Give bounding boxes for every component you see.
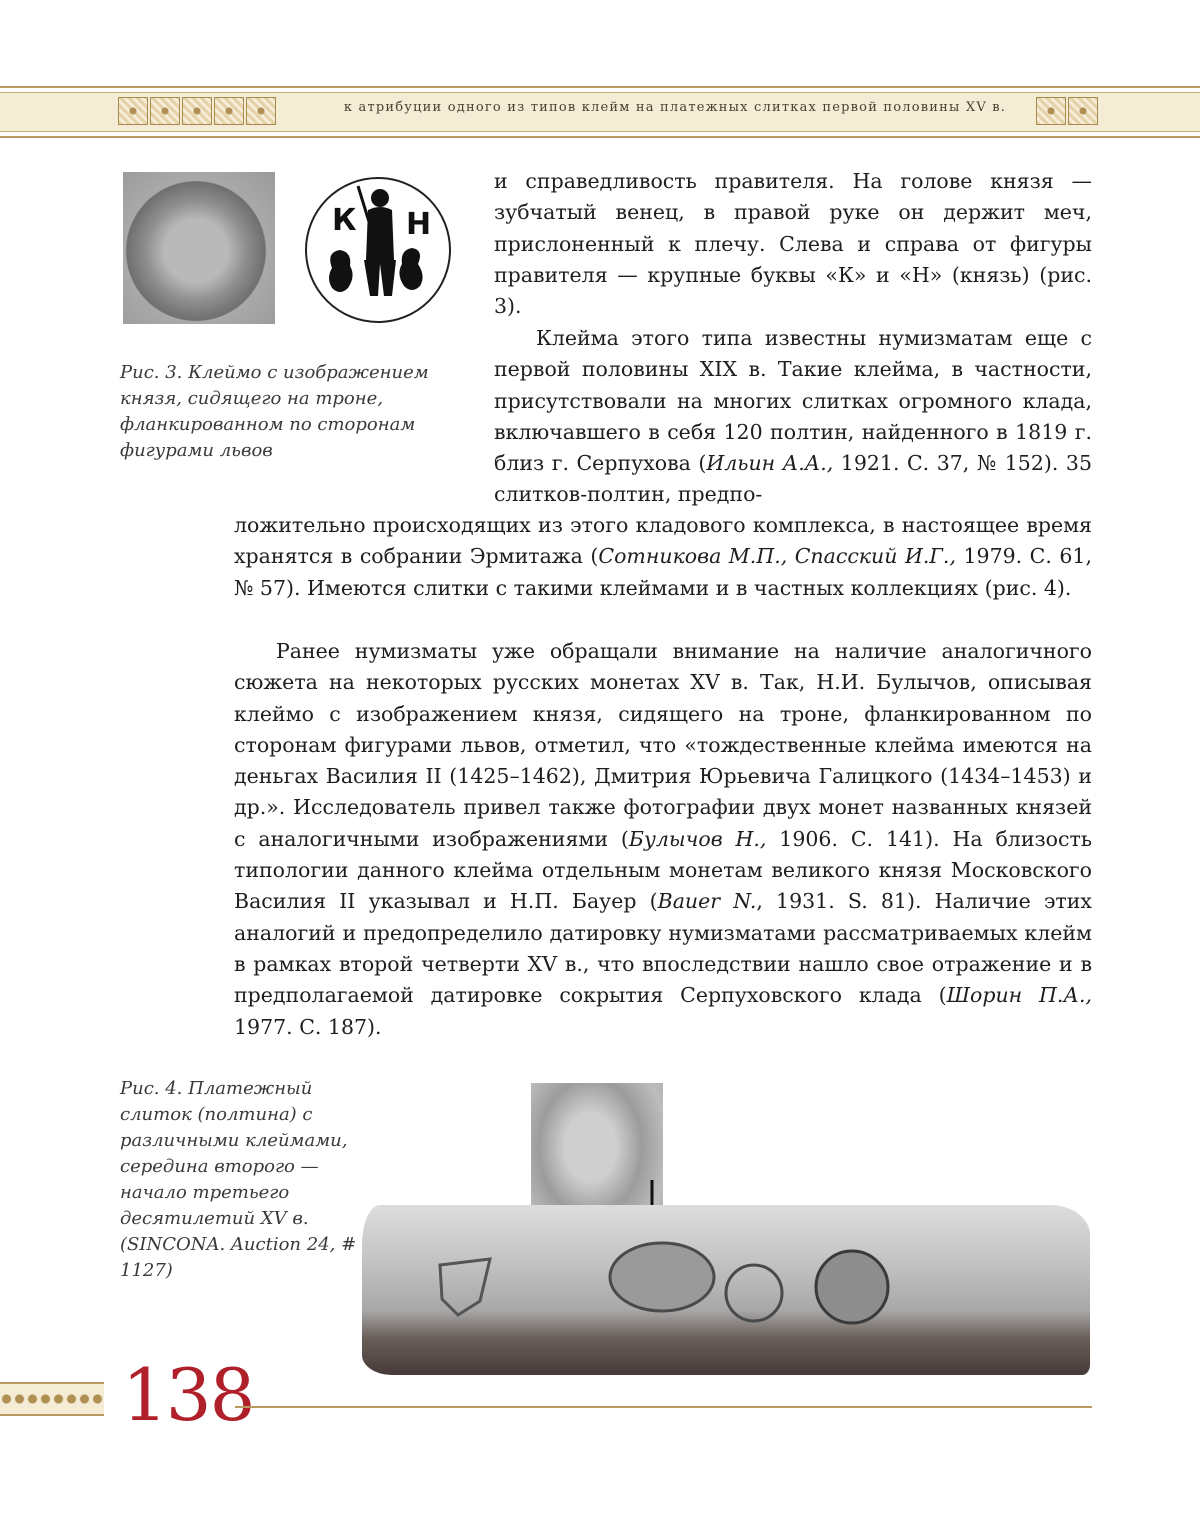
figure4-caption: Рис. 4. Платежный слиток (полтина) с различными клеймами, середина второго — начало третьего десятилетий XV в. (SINCONA. Auction 24, # 1127) [120,1078,357,1281]
header-ornament-right [1036,97,1098,125]
header-ornament-left [118,97,276,125]
figure3-photo [123,172,275,324]
footer-rule [235,1406,1092,1408]
paragraph-2-text-b: 1921. С. 37, № 152). 35 слитков-полтин, предпо- [494,451,1092,507]
letter-k-label: К [332,203,357,238]
citation-ilyin: Ильин А.А., [706,451,834,476]
stamp-marks-icon [362,1205,1090,1375]
paragraph-3-text-c: , 1931. S. 81). Наличие этих аналогий и предопределило датировку нумизматами рассматриваемых клейм в рамках второй четверти XV в., что впоследствии нашло свое отражение и в предполагаемой датировке сокрытия Серпуховского клада ( [234,889,1092,1008]
citation-sotnikova: Сотникова М.П., Спасский И.Г., [598,544,956,569]
paragraph-2-narrow [494,323,1092,511]
paragraph-3-text-d: 1977. С. 187). [234,1014,382,1039]
page-number: 138 [122,1353,254,1437]
paragraph-2-text-d: 1979. С. 61, № 57). Имеются слитки с такими клеймами и в частных коллекциях (рис. 4). [234,544,1092,600]
citation-shorin: Шорин П.А., [946,983,1092,1008]
paragraph-3 [234,636,1092,1043]
ornament-tile-icon [1036,97,1066,125]
paragraph-1 [494,166,1092,322]
ornament-tile-icon [1068,97,1098,125]
header-rule-top [0,86,1200,88]
citation-bulychov: Булычов Н., [628,826,767,851]
throne-drawing-icon [298,168,458,328]
paragraph-2-text-c: ложительно происходящих из этого кладового комплекса, в настоящее время хранятся в собрании Эрмитажа ( [234,513,1092,569]
running-head: к атрибуции одного из типов клейм на платежных слитках первой половины XV в. [343,100,1007,115]
paragraph-2-text-a: Клейма этого типа известны нумизматам еще с первой половины XIX в. Такие клейма, в частности, присутствовали на многих слитках огромного клада, включавшего в себя 120 полтин, найденного в 1819 г. близ г. Серпухова ( [494,326,1092,476]
figure3-drawing [298,168,458,328]
footer-ornament [0,1382,104,1416]
ornament-tile-icon [182,97,212,125]
figure4-ingot-photo [362,1205,1090,1375]
figure3-caption: Рис. 3. Клеймо с изображением князя, сидящего на троне, фланкированном по сторонам фигурами львов [120,362,429,461]
paragraph-2-wide [234,510,1092,604]
ornament-tile-icon [246,97,276,125]
ornament-tile-icon [150,97,180,125]
paragraph-3-text-a: Ранее нумизматы уже обращали внимание на наличие аналогичного сюжета на некоторых русских монетах XV в. Так, Н.И. Булычов, описывая клеймо с изображением князя, сидящего на троне, фланкированном по сторонам фигурами львов, отметил, что «тождественные клейма имеются на деньгах Василия II (1425–1462), Дмитрия Юрьевича Галицкого (1434–1453) и др.». Исследователь привел также фотографии двух монет названных князей с аналогичными изображениями ( [234,639,1092,851]
letter-n-label: Н [406,207,432,242]
ornament-tile-icon [118,97,148,125]
citation-bauer: Bauer N. [657,889,757,914]
ornament-tile-icon [214,97,244,125]
header-rule-bottom [0,136,1200,138]
paragraph-1-text: и справедливость правителя. На голове князя — зубчатый венец, в правой руке он держит меч, прислоненный к плечу. Слева и справа от фигуры правителя — крупные буквы «К» и «Н» (князь) (рис. 3). [494,169,1092,319]
paragraph-3-text-b: 1906. С. 141). На близость типологии данного клейма отдельным монетам великого князя Московского Василия II указывал и Н.П. Бауер ( [234,826,1093,914]
